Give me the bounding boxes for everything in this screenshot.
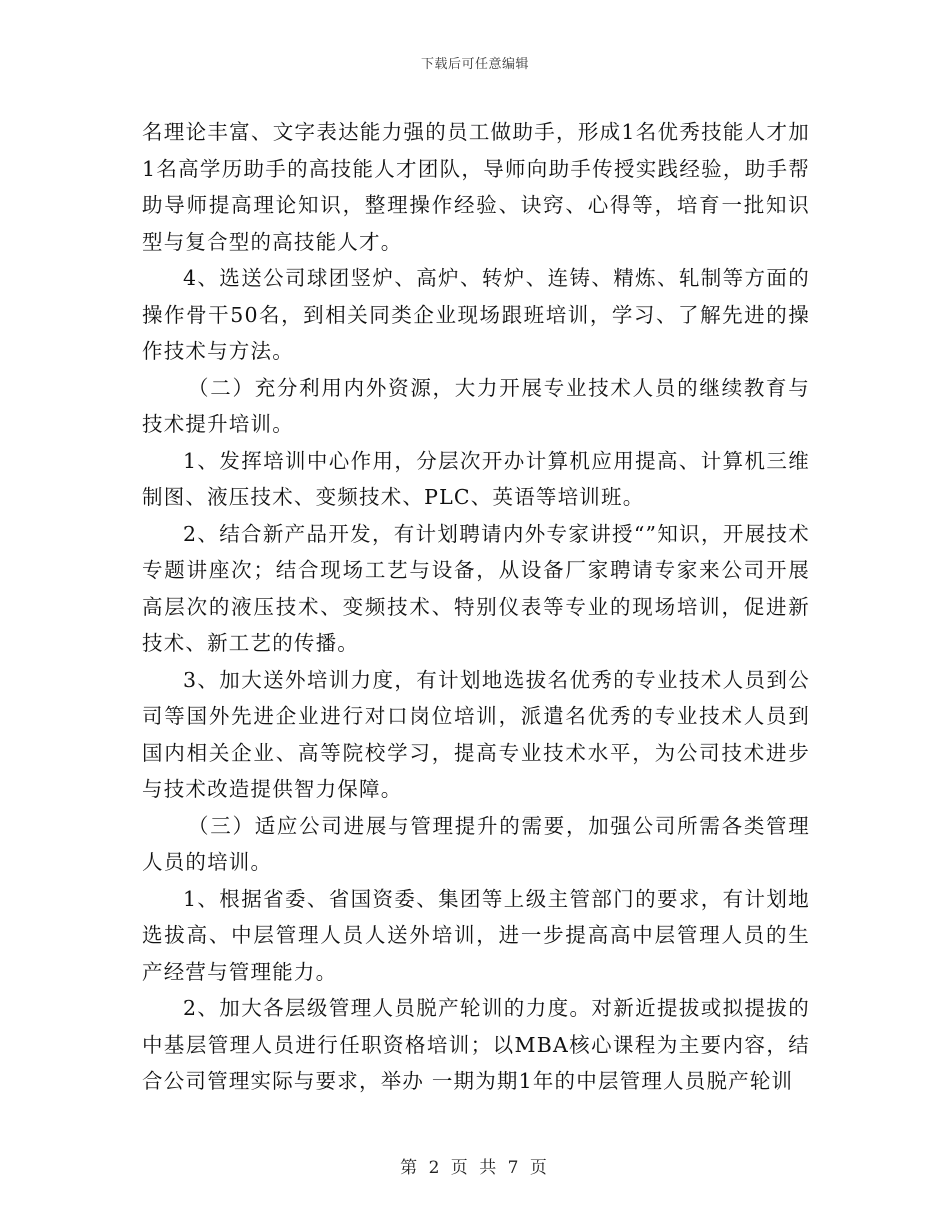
paragraph-5: 2、结合新产品开发，有计划聘请内外专家讲授“”知识，开展技术专题讲座次；结合现场工艺与设备，从设备厂家聘请专家来公司开展高层次的液压技术、变频技术、特别仪表等专业的现场培训，促进新技术、新工艺的传播。 xyxy=(142,521,810,655)
paragraph-section-2-heading: （二）充分利用内外资源，大力开展专业技术人员的继续教育与技术提升培训。 xyxy=(142,375,810,436)
paragraph-9: 2、加大各层级管理人员脱产轮训的力度。对新近提拔或拟提拔的中基层管理人员进行任职资格培训；以MBA核心课程为主要内容，结合公司管理实际与要求，举办 一期为期1年的中层管理人员脱产轮训 xyxy=(142,996,810,1093)
page-header-note: 下载后可任意编辑 xyxy=(420,57,529,72)
paragraph-1: 名理论丰富、文字表达能力强的员工做助手，形成1名优秀技能人才加1名高学历助手的高技能人才团队，导师向助手传授实践经验，助手帮助导师提高理论知识，整理操作经验、诀窍、心得等，培育一批知识型与复合型的高技能人才。 xyxy=(142,120,810,254)
page-number-footer: 第 2 页 共 7 页 xyxy=(400,1158,550,1178)
paragraph-2: 4、选送公司球团竖炉、高炉、转炉、连铸、精炼、轧制等方面的操作骨干50名，到相关同类企业现场跟班培训，学习、了解先进的操作技术与方法。 xyxy=(142,266,810,363)
paragraph-8: 1、根据省委、省国资委、集团等上级主管部门的要求，有计划地选拔高、中层管理人员人送外培训，进一步提高高中层管理人员的生产经营与管理能力。 xyxy=(142,886,810,984)
paragraph-4: 1、发挥培训中心作用，分层次开办计算机应用提高、计算机三维制图、液压技术、变频技术、PLC、英语等培训班。 xyxy=(142,448,810,509)
paragraph-section-3-heading: （三）适应公司进展与管理提升的需要，加强公司所需各类管理人员的培训。 xyxy=(142,813,810,874)
paragraph-6: 3、加大送外培训力度，有计划地选拔名优秀的专业技术人员到公司等国外先进企业进行对口岗位培训，派遣名优秀的专业技术人员到国内相关企业、高等院校学习，提高专业技术水平，为公司技术进步与技术改造提供智力保障。 xyxy=(142,667,810,801)
document-body xyxy=(142,114,810,1100)
